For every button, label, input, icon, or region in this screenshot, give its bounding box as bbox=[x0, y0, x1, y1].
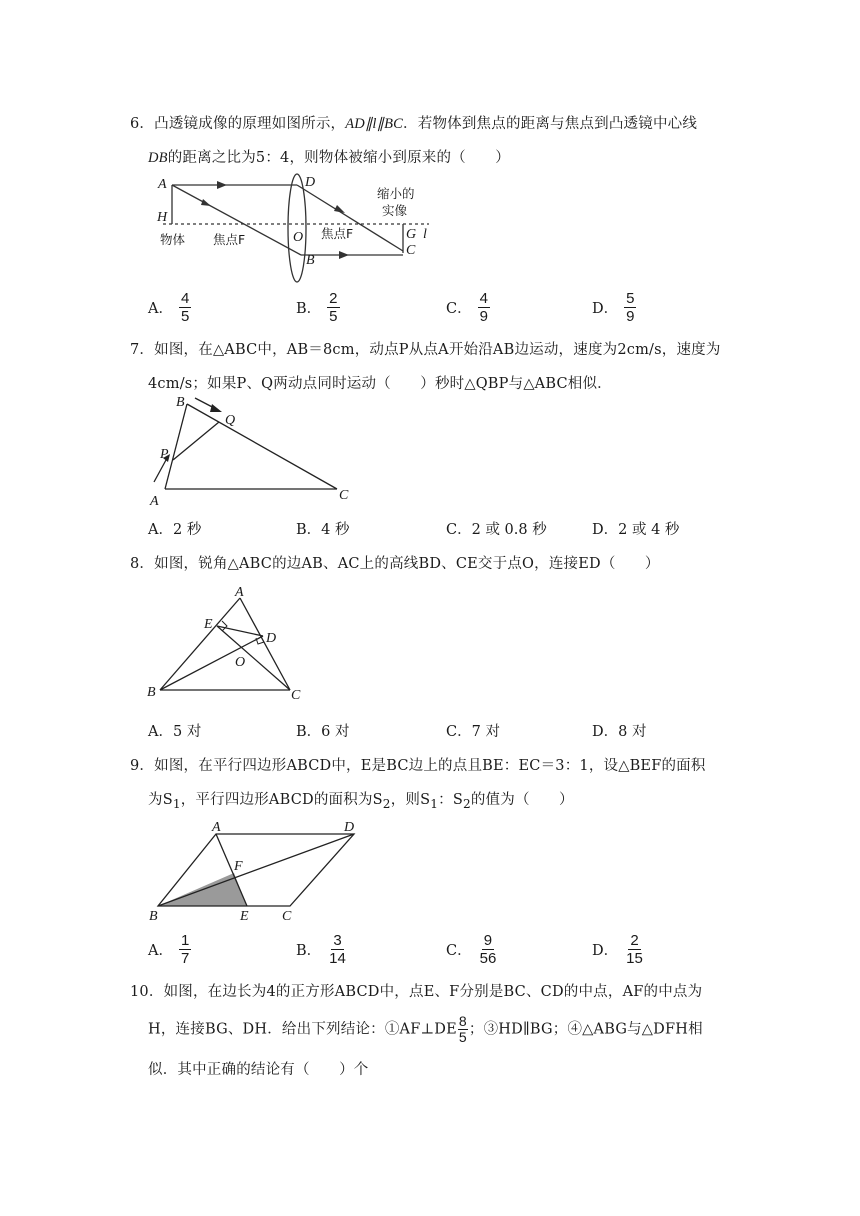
question-9-option-d[interactable]: D． $\frac{2}{15}$ bbox=[592, 932, 643, 967]
label-focus-left: 焦点F bbox=[213, 232, 246, 247]
question-7-option-b[interactable]: B． 4 秒 bbox=[296, 522, 350, 538]
triangle-abc-motion-diagram bbox=[140, 392, 360, 512]
label-D: D bbox=[266, 631, 277, 646]
question-6-line-1: 6．凸透镜成像的原理如图所示，AD∥l∥BC．若物体到焦点的距离与焦点到凸透镜中心线 bbox=[130, 116, 698, 132]
label-E: E bbox=[204, 617, 213, 632]
label-O: O bbox=[293, 230, 304, 245]
label-A: A bbox=[235, 585, 244, 600]
lens-diagram bbox=[155, 172, 435, 286]
label-A: A bbox=[158, 177, 167, 192]
label-C: C bbox=[339, 488, 349, 503]
question-7-option-d[interactable]: D． 2 或 4 秒 bbox=[592, 522, 680, 538]
label-C: C bbox=[406, 243, 416, 258]
label-D: D bbox=[344, 820, 355, 835]
label-E: E bbox=[240, 909, 249, 924]
question-6-option-c[interactable]: C． $\frac{4}{9}$ bbox=[446, 290, 488, 325]
parallelogram-abcd-diagram bbox=[140, 816, 370, 926]
question-6-line-2: DB的距离之比为5：4，则物体被缩小到原来的（ ） bbox=[148, 150, 510, 166]
label-H: H bbox=[157, 210, 168, 225]
question-8-option-b[interactable]: B． 6 对 bbox=[296, 724, 350, 740]
label-C: C bbox=[291, 688, 301, 703]
question-8-option-a[interactable]: A． 5 对 bbox=[148, 724, 202, 740]
question-9-option-b[interactable]: B． $\frac{3}{14}$ bbox=[296, 932, 346, 967]
label-D: D bbox=[305, 175, 316, 190]
label-A: A bbox=[212, 820, 221, 835]
label-C: C bbox=[282, 909, 292, 924]
question-10-line-2: H，连接BG、DH．给出下列结论：①AF⊥DE $\frac{8}{5}$ ；③HD∥BG；④△ABG与△DFH相 bbox=[148, 1013, 703, 1045]
label-image-2: 实像 bbox=[382, 203, 408, 218]
question-7-option-a[interactable]: A． 2 秒 bbox=[148, 522, 202, 538]
question-9-line-2: 为$S_1$，平行四边形ABCD的面积为$S_2$，则$S_1$：$S_2$的值为（ ） bbox=[148, 792, 574, 811]
label-P: P bbox=[160, 447, 169, 462]
inline-fraction: $\frac{8}{5}$ bbox=[458, 1013, 467, 1045]
acute-triangle-altitudes-diagram bbox=[140, 580, 320, 704]
question-7-option-c[interactable]: C． 2 或 0.8 秒 bbox=[446, 522, 547, 538]
label-image-1: 缩小的 bbox=[377, 186, 415, 201]
label-B: B bbox=[306, 253, 315, 268]
question-10-line-3: 似．其中正确的结论有（ ）个 bbox=[148, 1062, 369, 1078]
question-7-line-2: 4cm/s；如果P、Q两动点同时运动（ ）秒时△QBP与△ABC相似． bbox=[148, 376, 612, 392]
label-B: B bbox=[176, 395, 185, 410]
question-9-option-a[interactable]: A． $\frac{1}{7}$ bbox=[148, 932, 190, 967]
question-6-option-d[interactable]: D． $\frac{5}{9}$ bbox=[592, 290, 635, 325]
label-Q: Q bbox=[225, 413, 236, 428]
label-object: 物体 bbox=[160, 232, 186, 247]
label-focus-right: 焦点F bbox=[321, 226, 354, 241]
label-A: A bbox=[150, 494, 159, 509]
label-B: B bbox=[149, 909, 158, 924]
question-8-option-d[interactable]: D． 8 对 bbox=[592, 724, 647, 740]
label-G: G bbox=[406, 227, 417, 242]
question-7-line-1: 7．如图，在△ABC中，AB＝8cm，动点P从点A开始沿AB边运动，速度为2cm/s，速度为 bbox=[130, 342, 721, 358]
label-l: l bbox=[423, 227, 427, 242]
question-8-line-1: 8．如图，锐角△ABC的边AB、AC上的高线BD、CE交于点O，连接ED（ ） bbox=[130, 556, 660, 572]
label-B: B bbox=[147, 685, 156, 700]
question-6-option-a[interactable]: A． $\frac{4}{5}$ bbox=[148, 290, 190, 325]
question-8-option-c[interactable]: C． 7 对 bbox=[446, 724, 500, 740]
question-9-option-c[interactable]: C． $\frac{9}{56}$ bbox=[446, 932, 497, 967]
label-F: F bbox=[234, 859, 243, 874]
question-6-option-b[interactable]: B． $\frac{2}{5}$ bbox=[296, 290, 338, 325]
question-10-line-1: 10．如图，在边长为4的正方形ABCD中，点E、F分别是BC、CD的中点，AF的中点为 bbox=[130, 984, 703, 1000]
question-9-line-1: 9．如图，在平行四边形ABCD中，E是BC边上的点且BE：EC＝3：1，设△BEF的面积 bbox=[130, 758, 706, 774]
label-O: O bbox=[235, 655, 246, 670]
